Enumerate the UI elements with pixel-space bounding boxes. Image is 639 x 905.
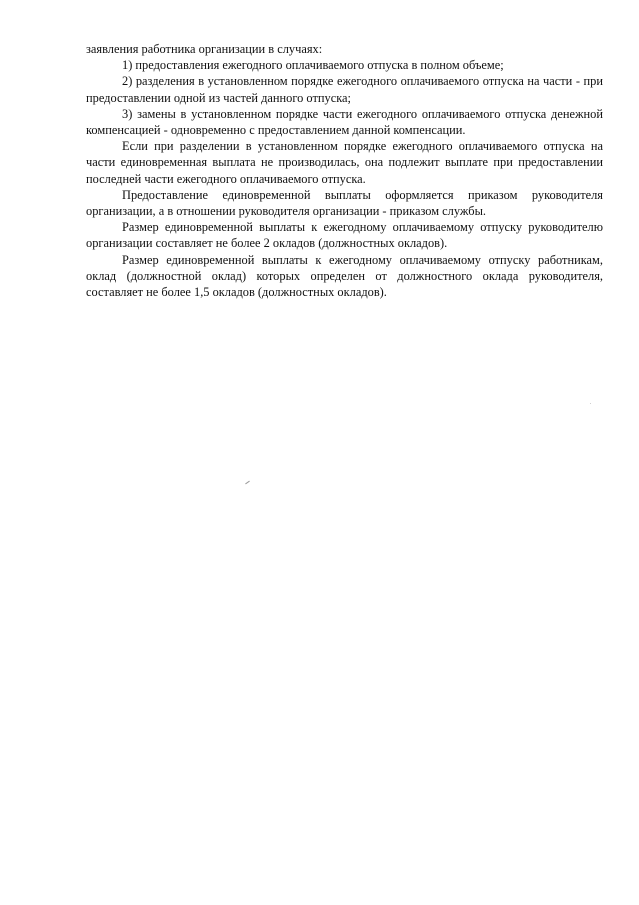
paragraph-staff-amount: Размер единовременной выплаты к ежегодному оплачиваемому отпуску работникам, оклад (должностной оклад) которых определен от должностного оклада руководителя, составляет не более 1,5 окладов (должностных окладов).	[86, 252, 603, 300]
paragraph-head-amount: Размер единовременной выплаты к ежегодному оплачиваемому отпуску руководителю организации составляет не более 2 окладов (должностных окладов).	[86, 220, 603, 251]
scan-speck	[590, 403, 591, 404]
paragraph-case-3: 3) замены в установленном порядке части ежегодного оплачиваемого отпуска денежной компенсацией - одновременно с предоставлением данной компенсации.	[86, 106, 603, 138]
paragraph-intro: заявления работника организации в случаях:	[86, 42, 323, 56]
paragraph-order: Предоставление единовременной выплаты оформляется приказом руководителя организации, а в отношении руководителя организации - приказом службы.	[86, 187, 603, 219]
paragraph-case-2: 2) разделения в установленном порядке ежегодного оплачиваемого отпуска на части - при предоставлении одной из частей данного отпуска;	[86, 74, 603, 105]
paragraph-case-1: 1) предоставления ежегодного оплачиваемого отпуска в полном объеме;	[122, 58, 504, 73]
scan-speck	[245, 481, 250, 485]
document-body	[86, 41, 603, 300]
paragraph-split-vacation: Если при разделении в установленном порядке ежегодного оплачиваемого отпуска на части единовременная выплата не производилась, она подлежит выплате при предоставлении последней части ежегодного оплачиваемого отпуска.	[86, 139, 603, 186]
